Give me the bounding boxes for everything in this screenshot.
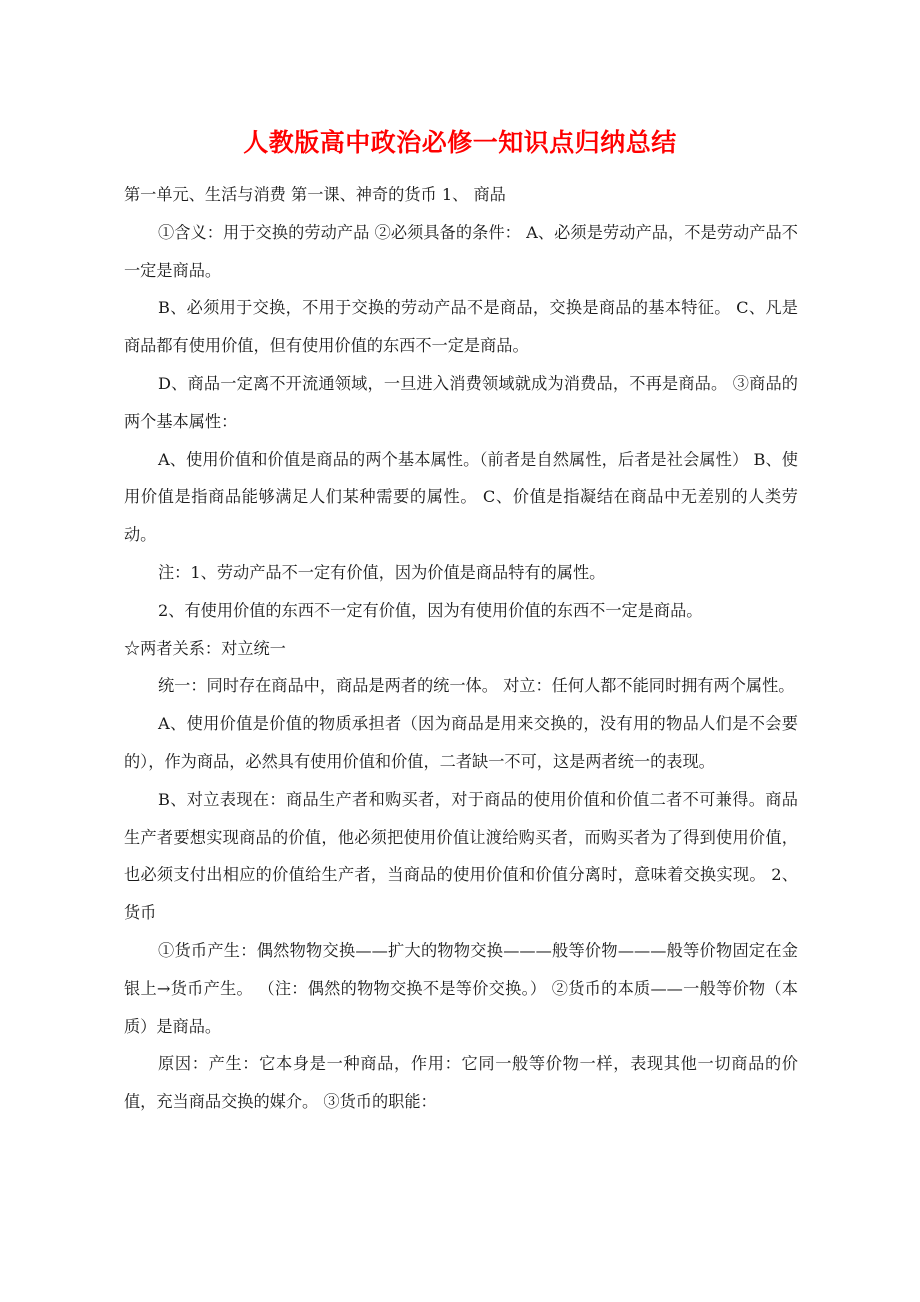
paragraph-6: 注：1、劳动产品不一定有价值，因为价值是商品特有的属性。 [158, 562, 606, 582]
paragraph-7: 2、有使用价值的东西不一定有价值，因为有使用价值的东西不一定是商品。 [158, 600, 703, 620]
paragraph-12: ①货币产生：偶然物物交换——扩大的物物交换———般等价物———般等价物固定在金银上→货币产生。 （注：偶然的物物交换不是等价交换。） ②货币的本质——一般等价物（本质）是商品。 [124, 940, 798, 1036]
paragraph-3: B、必须用于交换，不用于交换的劳动产品不是商品，交换是商品的基本特征。 C、凡是商品都有使用价值，但有使用价值的东西不一定是商品。 [124, 298, 798, 356]
paragraph-2: ①含义：用于交换的劳动产品 ②必须具备的条件： A、必须是劳动产品，不是劳动产品不一定是商品。 [124, 222, 798, 280]
paragraph-11: B、对立表现在：商品生产者和购买者，对于商品的使用价值和价值二者不可兼得。商品生产者要想实现商品的价值，他必须把使用价值让渡给购买者，而购买者为了得到使用价值，也必须支付出相应的价值给生产者，当商品的使用价值和价值分离时，意味着交换实现。 2、货币 [124, 789, 798, 923]
paragraph-4: D、商品一定离不开流通领域，一旦进入消费领域就成为消费品，不再是商品。 ③商品的两个基本属性： [124, 373, 798, 431]
document-title: 人教版高中政治必修一知识点归纳总结 [243, 128, 677, 157]
paragraph-5: A、使用价值和价值是商品的两个基本属性。（前者是自然属性，后者是社会属性） B、使用价值是指商品能够满足人们某种需要的属性。 C、价值是指凝结在商品中无差别的人类劳动。 [124, 449, 798, 545]
paragraph-8: ☆两者关系：对立统一 [124, 638, 286, 658]
paragraph-1: 第一单元、生活与消费 第一课、神奇的货币 1、 商品 [124, 185, 506, 204]
paragraph-10: A、使用价值是价值的物质承担者（因为商品是用来交换的，没有用的物品人们是不会要的），作为商品，必然具有使用价值和价值，二者缺一不可，这是两者统一的表现。 [124, 714, 798, 771]
paragraph-13: 原因：产生：它本身是一种商品，作用：它同一般等价物一样，表现其他一切商品的价值，充当商品交换的媒介。 ③货币的职能： [124, 1054, 798, 1112]
document-body [124, 176, 798, 1121]
paragraph-9: 统一：同时存在商品中，商品是两者的统一体。 对立：任何人都不能同时拥有两个属性。 [158, 676, 795, 696]
